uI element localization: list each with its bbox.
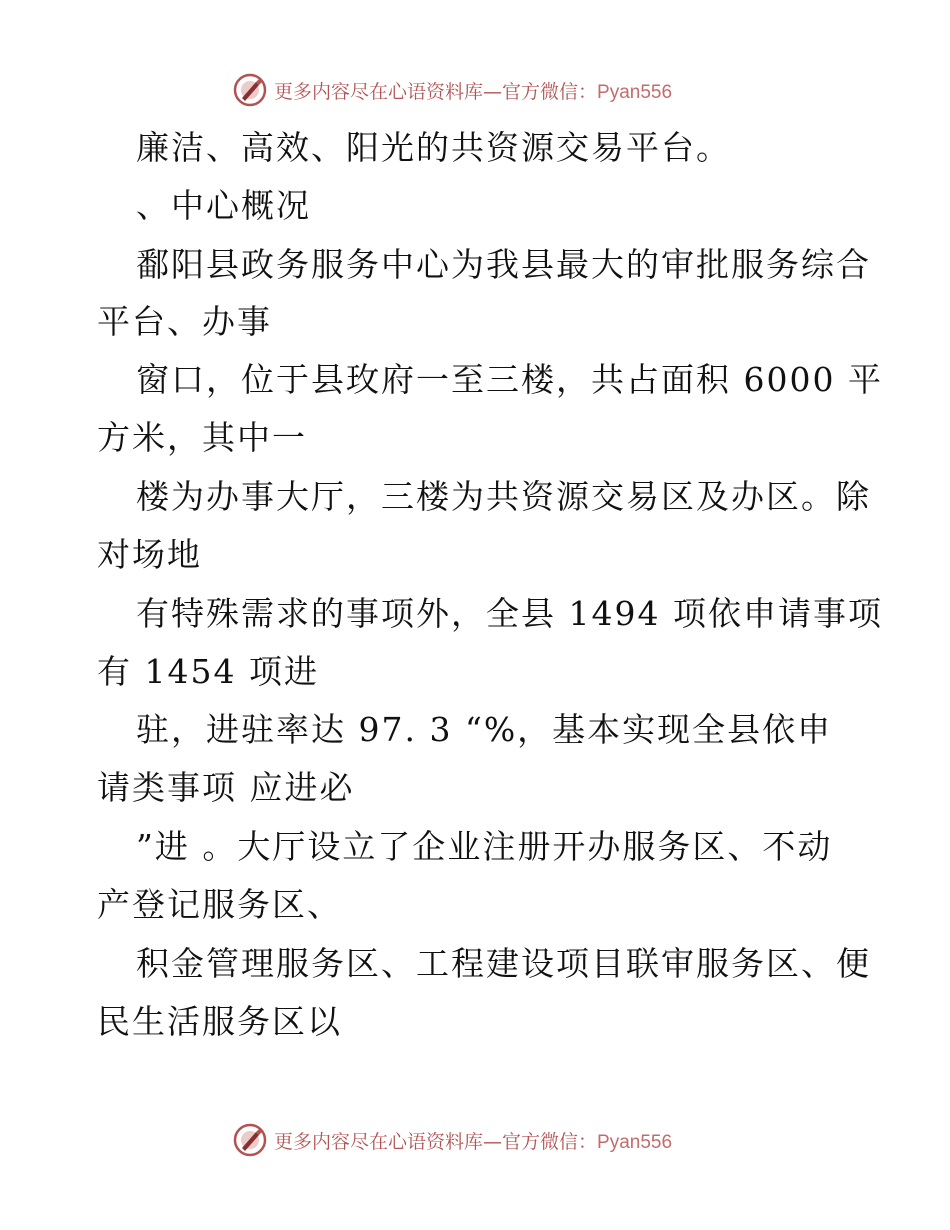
body-line: 产登记服务区、 (97, 885, 342, 924)
body-line: 请类事项 应进必 (97, 768, 355, 807)
body-line: 楼为办事大厅，三楼为共资源交易区及办区。除 (136, 477, 871, 516)
body-line: 驻，进驻率达 97. 3 “%，基本实现全县依申 (136, 710, 833, 749)
footer-watermark (232, 1120, 672, 1160)
body-line: 窗口，位于县玫府一至三楼，共占面积 6000 平 (136, 360, 883, 399)
footer-watermark-text (274, 1127, 672, 1154)
body-line: 积金管理服务区、工程建设项目联审服务区、便 (136, 944, 871, 983)
brand-logo-icon (232, 1122, 268, 1158)
body-line: 鄱阳县政务服务中心为我县最大的审批服务综合 (136, 245, 871, 284)
footer-watermark-id: Pyan556 (597, 1131, 673, 1153)
body-line: 方米，其中一 (97, 418, 307, 457)
body-line: ”进 。大厅设立了企业注册开办服务区、不动 (136, 827, 833, 866)
body-line: 有 1454 项进 (97, 652, 319, 691)
body-line: 廉洁、高效、阳光的共资源交易平台。 (136, 128, 731, 167)
body-line: 、中心概况 (136, 186, 311, 225)
body-line: 有特殊需求的事项外，全县 1494 项依申请事项 (136, 594, 883, 633)
body-line: 民生活服务区以 (97, 1002, 342, 1041)
body-line: 对场地 (97, 535, 202, 574)
body-line: 平台、办事 (97, 302, 272, 341)
footer-watermark-label: 更多内容尽在心语资料库—官方微信： (274, 1130, 598, 1153)
header-watermark-label: 更多内容尽在心语资料库—官方微信： (274, 80, 598, 103)
header-watermark-id: Pyan556 (597, 81, 673, 103)
